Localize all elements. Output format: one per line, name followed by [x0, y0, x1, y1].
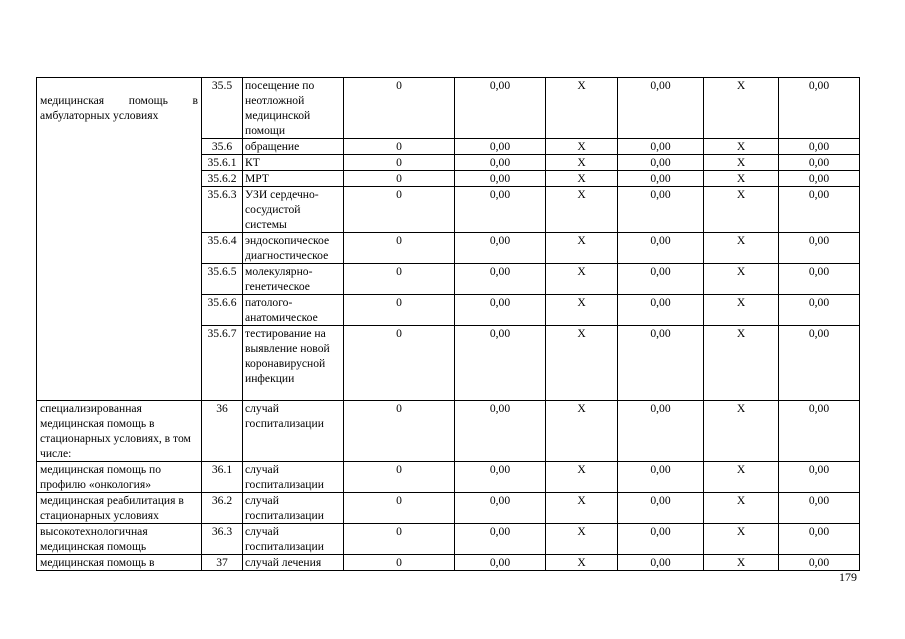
table-row: [37, 462, 860, 493]
value-cell: 0: [344, 171, 455, 187]
care-type-label: медицинская помощь по профилю «онкология»: [37, 462, 202, 493]
value-cell: 0,00: [779, 462, 860, 493]
care-type-label: специализированная медицинская помощь в стационарных условиях, в том числе:: [37, 401, 202, 462]
value-cell: 0: [344, 295, 455, 326]
value-cell: X: [546, 187, 618, 233]
value-cell: 0,00: [618, 326, 704, 401]
value-cell: X: [704, 462, 779, 493]
care-type-label: высокотехнологичная медицинская помощь: [37, 524, 202, 555]
value-cell: 0,00: [779, 524, 860, 555]
row-code: 35.6.2: [202, 171, 243, 187]
value-cell: 0,00: [455, 493, 546, 524]
value-cell: 0,00: [455, 139, 546, 155]
care-type-label: медицинская помощь в: [37, 555, 202, 571]
unit-of-measure: обращение: [243, 139, 344, 155]
value-cell: 0: [344, 139, 455, 155]
row-code: 35.6: [202, 139, 243, 155]
value-cell: 0: [344, 524, 455, 555]
value-cell: 0: [344, 555, 455, 571]
row-code: 35.6.6: [202, 295, 243, 326]
value-cell: X: [546, 401, 618, 462]
row-code: 36.3: [202, 524, 243, 555]
value-cell: 0,00: [618, 187, 704, 233]
table-row: [37, 493, 860, 524]
value-cell: 0,00: [779, 171, 860, 187]
value-cell: X: [546, 524, 618, 555]
row-code: 35.5: [202, 78, 243, 139]
value-cell: X: [704, 187, 779, 233]
value-cell: 0,00: [455, 187, 546, 233]
value-cell: 0,00: [618, 462, 704, 493]
row-code: 36: [202, 401, 243, 462]
value-cell: X: [704, 295, 779, 326]
value-cell: X: [704, 171, 779, 187]
value-cell: X: [704, 78, 779, 139]
value-cell: X: [546, 493, 618, 524]
value-cell: X: [704, 401, 779, 462]
value-cell: 0,00: [779, 139, 860, 155]
value-cell: 0,00: [618, 78, 704, 139]
value-cell: X: [546, 139, 618, 155]
unit-of-measure: УЗИ сердечно-сосудистой системы: [243, 187, 344, 233]
value-cell: 0,00: [455, 171, 546, 187]
unit-of-measure: патолого-анатомическое: [243, 295, 344, 326]
value-cell: 0,00: [779, 78, 860, 139]
value-cell: 0,00: [618, 493, 704, 524]
table-row: [37, 401, 860, 462]
value-cell: 0,00: [779, 493, 860, 524]
value-cell: 0,00: [618, 524, 704, 555]
value-cell: 0,00: [779, 233, 860, 264]
value-cell: X: [704, 264, 779, 295]
value-cell: 0: [344, 233, 455, 264]
value-cell: 0: [344, 462, 455, 493]
value-cell: 0,00: [455, 264, 546, 295]
value-cell: X: [704, 555, 779, 571]
value-cell: 0,00: [455, 155, 546, 171]
value-cell: 0: [344, 264, 455, 295]
value-cell: 0,00: [618, 401, 704, 462]
table-row: [37, 78, 860, 139]
volume-cost-table: [36, 77, 860, 571]
value-cell: 0,00: [779, 401, 860, 462]
unit-of-measure: случай госпитализации: [243, 462, 344, 493]
value-cell: 0,00: [455, 401, 546, 462]
value-cell: X: [546, 555, 618, 571]
value-cell: 0,00: [455, 524, 546, 555]
value-cell: 0,00: [455, 233, 546, 264]
unit-of-measure: тестирование на выявление новой коронавирусной инфекции: [243, 326, 344, 401]
value-cell: 0: [344, 493, 455, 524]
value-cell: 0,00: [779, 155, 860, 171]
care-type-label: медицинская помощь в амбулаторных условиях: [40, 94, 198, 122]
value-cell: X: [546, 78, 618, 139]
value-cell: 0,00: [779, 555, 860, 571]
care-type-cell: [37, 78, 202, 401]
row-code: 36.1: [202, 462, 243, 493]
table-row: [37, 524, 860, 555]
value-cell: 0,00: [455, 462, 546, 493]
value-cell: X: [546, 155, 618, 171]
value-cell: X: [546, 264, 618, 295]
value-cell: 0,00: [455, 78, 546, 139]
value-cell: X: [704, 493, 779, 524]
value-cell: 0: [344, 78, 455, 139]
value-cell: 0,00: [455, 326, 546, 401]
table-row: [37, 555, 860, 571]
unit-of-measure: КТ: [243, 155, 344, 171]
value-cell: X: [704, 326, 779, 401]
unit-of-measure: случай госпитализации: [243, 493, 344, 524]
value-cell: 0,00: [618, 155, 704, 171]
value-cell: X: [546, 233, 618, 264]
value-cell: 0,00: [455, 295, 546, 326]
value-cell: X: [704, 524, 779, 555]
value-cell: 0,00: [455, 555, 546, 571]
value-cell: X: [546, 295, 618, 326]
value-cell: 0,00: [779, 326, 860, 401]
value-cell: X: [704, 155, 779, 171]
row-code: 35.6.7: [202, 326, 243, 401]
value-cell: 0,00: [618, 295, 704, 326]
row-code: 35.6.4: [202, 233, 243, 264]
value-cell: 0,00: [779, 264, 860, 295]
value-cell: 0,00: [618, 139, 704, 155]
row-code: 36.2: [202, 493, 243, 524]
row-code: 35.6.5: [202, 264, 243, 295]
value-cell: X: [546, 462, 618, 493]
value-cell: X: [704, 233, 779, 264]
unit-of-measure: эндоскопическое диагностическое: [243, 233, 344, 264]
tariff-table-page: [36, 77, 860, 571]
unit-of-measure: посещение по неотложной медицинской помощи: [243, 78, 344, 139]
value-cell: 0,00: [618, 555, 704, 571]
value-cell: X: [546, 171, 618, 187]
unit-of-measure: молекулярно-генетическое: [243, 264, 344, 295]
value-cell: 0,00: [779, 295, 860, 326]
value-cell: 0: [344, 187, 455, 233]
row-code: 35.6.3: [202, 187, 243, 233]
value-cell: 0,00: [618, 171, 704, 187]
unit-of-measure: случай лечения: [243, 555, 344, 571]
unit-of-measure: МРТ: [243, 171, 344, 187]
value-cell: 0,00: [779, 187, 860, 233]
page-number: 179: [839, 570, 857, 584]
value-cell: 0: [344, 326, 455, 401]
care-type-label: медицинская реабилитация в стационарных условиях: [37, 493, 202, 524]
value-cell: 0: [344, 401, 455, 462]
value-cell: X: [704, 139, 779, 155]
unit-of-measure: случай госпитализации: [243, 524, 344, 555]
row-code: 35.6.1: [202, 155, 243, 171]
value-cell: 0: [344, 155, 455, 171]
value-cell: 0,00: [618, 264, 704, 295]
value-cell: 0,00: [618, 233, 704, 264]
value-cell: X: [546, 326, 618, 401]
unit-of-measure: случай госпитализации: [243, 401, 344, 462]
row-code: 37: [202, 555, 243, 571]
